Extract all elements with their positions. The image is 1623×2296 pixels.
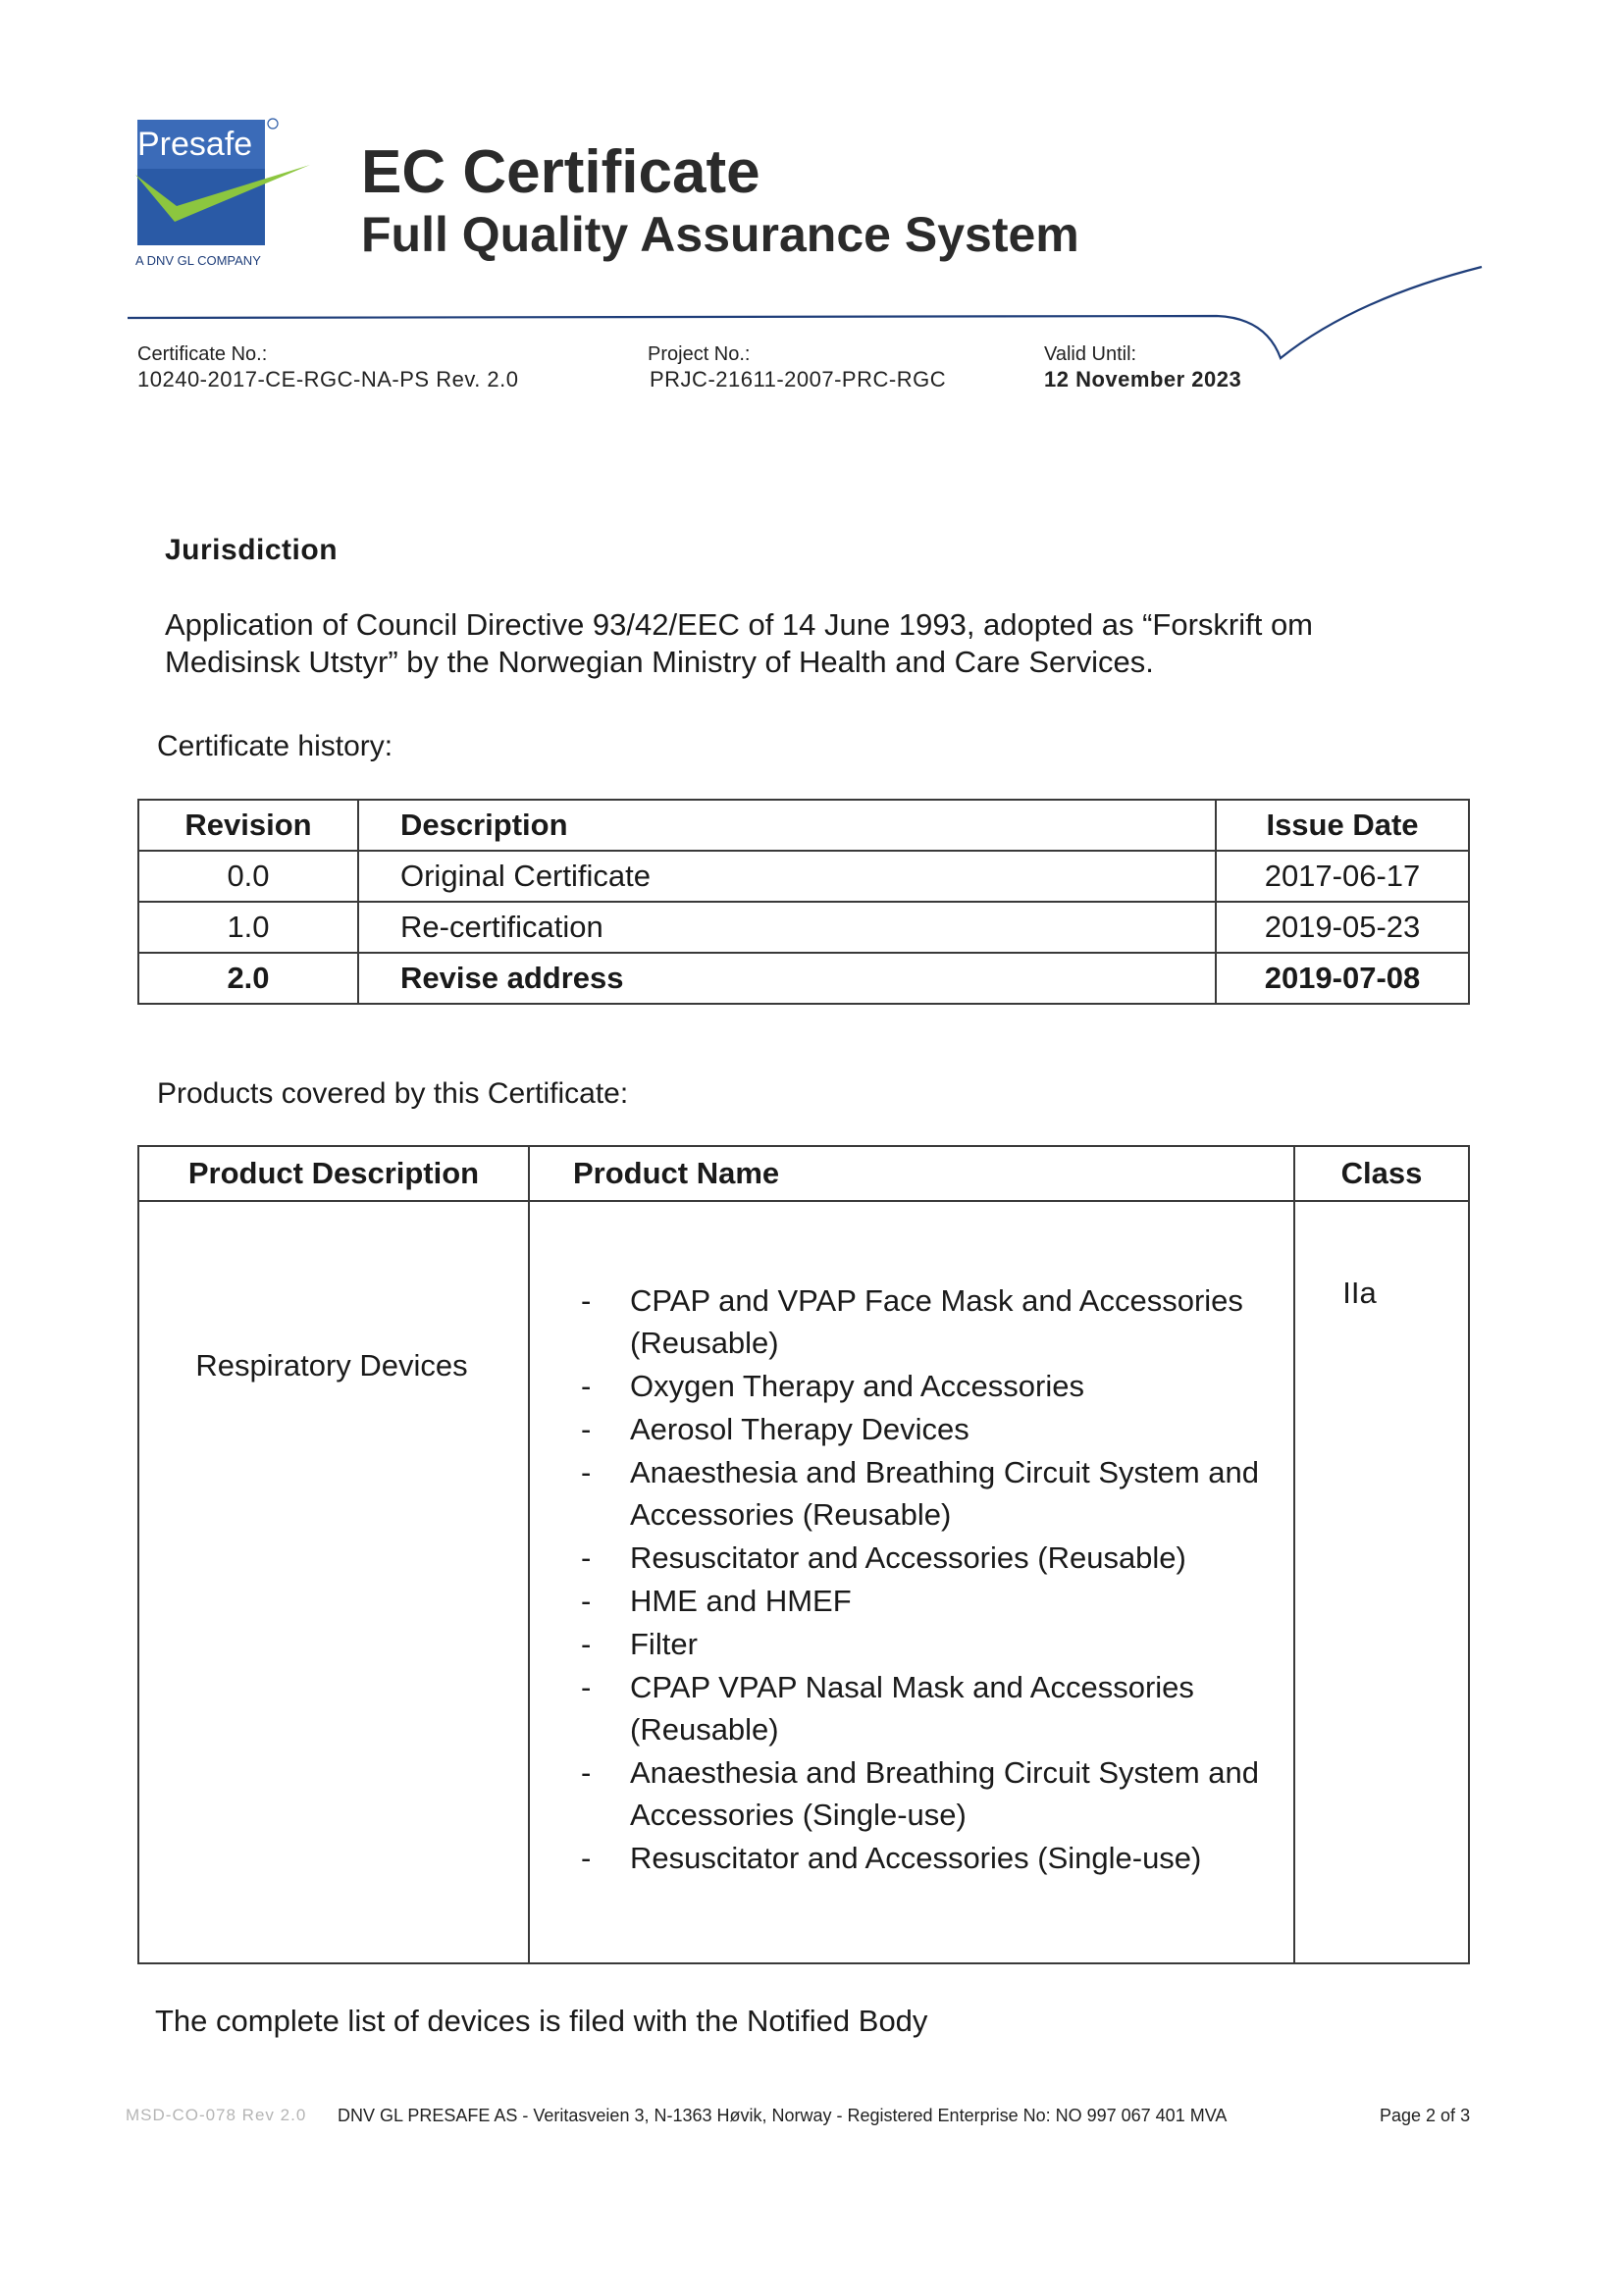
product-name: Resuscitator and Accessories (Reusable) — [630, 1540, 1186, 1575]
footer-page-number: Page 2 of 3 — [1380, 2106, 1471, 2125]
project-no-label: Project No.: — [648, 343, 751, 365]
registered-mark-icon — [268, 119, 278, 129]
description-cell: Original Certificate — [358, 851, 1216, 902]
list-item — [581, 1666, 1268, 1750]
valid-until-label: Valid Until: — [1044, 343, 1137, 365]
list-item — [581, 1279, 1268, 1364]
header-class: Class — [1294, 1146, 1469, 1201]
revision-cell: 2.0 — [138, 953, 358, 1004]
description-cell: Revise address — [358, 953, 1216, 1004]
header-issue-date: Issue Date — [1216, 800, 1469, 851]
header-revision: Revision — [138, 800, 358, 851]
products-label: Products covered by this Certificate: — [157, 1077, 629, 1110]
list-dash: - — [581, 1755, 592, 1790]
product-name: Aerosol Therapy Devices — [630, 1412, 969, 1446]
list-item — [581, 1537, 1268, 1579]
certificate-history-table — [137, 799, 1470, 1005]
product-name: Oxygen Therapy and Accessories — [630, 1369, 1084, 1403]
list-item — [581, 1365, 1268, 1407]
product-name: CPAP VPAP Nasal Mask and Accessories (Reusable) — [630, 1670, 1194, 1747]
product-name: Filter — [630, 1627, 698, 1661]
product-description-cell — [138, 1201, 529, 1963]
product-name-list — [581, 1279, 1268, 1880]
list-dash: - — [581, 1584, 592, 1618]
issue-date-cell: 2019-05-23 — [1216, 902, 1469, 953]
list-item — [581, 1837, 1268, 1879]
product-name: Resuscitator and Accessories (Single-use) — [630, 1841, 1202, 1875]
list-dash: - — [581, 1412, 592, 1446]
product-name: Anaesthesia and Breathing Circuit System and Accessories (Single-use) — [630, 1755, 1260, 1832]
table-header-row — [138, 800, 1469, 851]
footer-form-code: MSD-CO-078 Rev 2.0 — [126, 2106, 307, 2124]
certificate-title: EC Certificate — [361, 138, 760, 206]
product-name: Anaesthesia and Breathing Circuit System and Accessories (Reusable) — [630, 1455, 1260, 1532]
product-name: HME and HMEF — [630, 1584, 852, 1618]
certificate-history-label: Certificate history: — [157, 730, 393, 762]
table-row — [138, 953, 1469, 1004]
product-name: CPAP and VPAP Face Mask and Accessories (Reusable) — [630, 1283, 1243, 1360]
list-item — [581, 1580, 1268, 1622]
header-product-name: Product Name — [529, 1146, 1294, 1201]
jurisdiction-heading: Jurisdiction — [165, 534, 339, 566]
table-header-row — [138, 1146, 1469, 1201]
class-value: IIa — [1342, 1276, 1377, 1310]
list-dash: - — [581, 1369, 592, 1403]
logo-tagline: A DNV GL COMPANY — [135, 253, 261, 268]
list-item — [581, 1408, 1268, 1450]
list-dash: - — [581, 1841, 592, 1875]
logo-brand-text: Presafe — [137, 126, 253, 163]
list-dash: - — [581, 1540, 592, 1575]
certificate-no-value: 10240-2017-CE-RGC-NA-PS Rev. 2.0 — [137, 367, 519, 391]
table-row — [138, 902, 1469, 953]
table-row — [138, 851, 1469, 902]
product-description-value: Respiratory Devices — [195, 1348, 468, 1383]
description-cell: Re-certification — [358, 902, 1216, 953]
header-description: Description — [358, 800, 1216, 851]
list-dash: - — [581, 1283, 592, 1318]
certificate-subtitle: Full Quality Assurance System — [361, 207, 1079, 262]
list-dash: - — [581, 1455, 592, 1489]
list-dash: - — [581, 1627, 592, 1661]
issue-date-cell: 2019-07-08 — [1216, 953, 1469, 1004]
revision-cell: 0.0 — [138, 851, 358, 902]
list-item — [581, 1751, 1268, 1836]
footer-company-info: DNV GL PRESAFE AS - Veritasveien 3, N-1363 Høvik, Norway - Registered Enterprise No: NO 997 067 401 MVA — [338, 2106, 1228, 2125]
revision-cell: 1.0 — [138, 902, 358, 953]
list-item — [581, 1451, 1268, 1536]
header-swoosh-line — [128, 267, 1482, 358]
project-no-value: PRJC-21611-2007-PRC-RGC — [650, 367, 947, 391]
list-item — [581, 1623, 1268, 1665]
devices-note: The complete list of devices is filed with the Notified Body — [155, 2004, 928, 2038]
jurisdiction-text: Application of Council Directive 93/42/EEC of 14 June 1993, adopted as “Forskrift om Medisinsk Utstyr” by the Norwegian Ministry of Health and Care Services. — [165, 607, 1314, 679]
valid-until-value: 12 November 2023 — [1044, 367, 1242, 391]
certificate-no-label: Certificate No.: — [137, 343, 268, 365]
issue-date-cell: 2017-06-17 — [1216, 851, 1469, 902]
class-cell — [1294, 1201, 1469, 1963]
list-dash: - — [581, 1670, 592, 1704]
header-product-description: Product Description — [138, 1146, 529, 1201]
